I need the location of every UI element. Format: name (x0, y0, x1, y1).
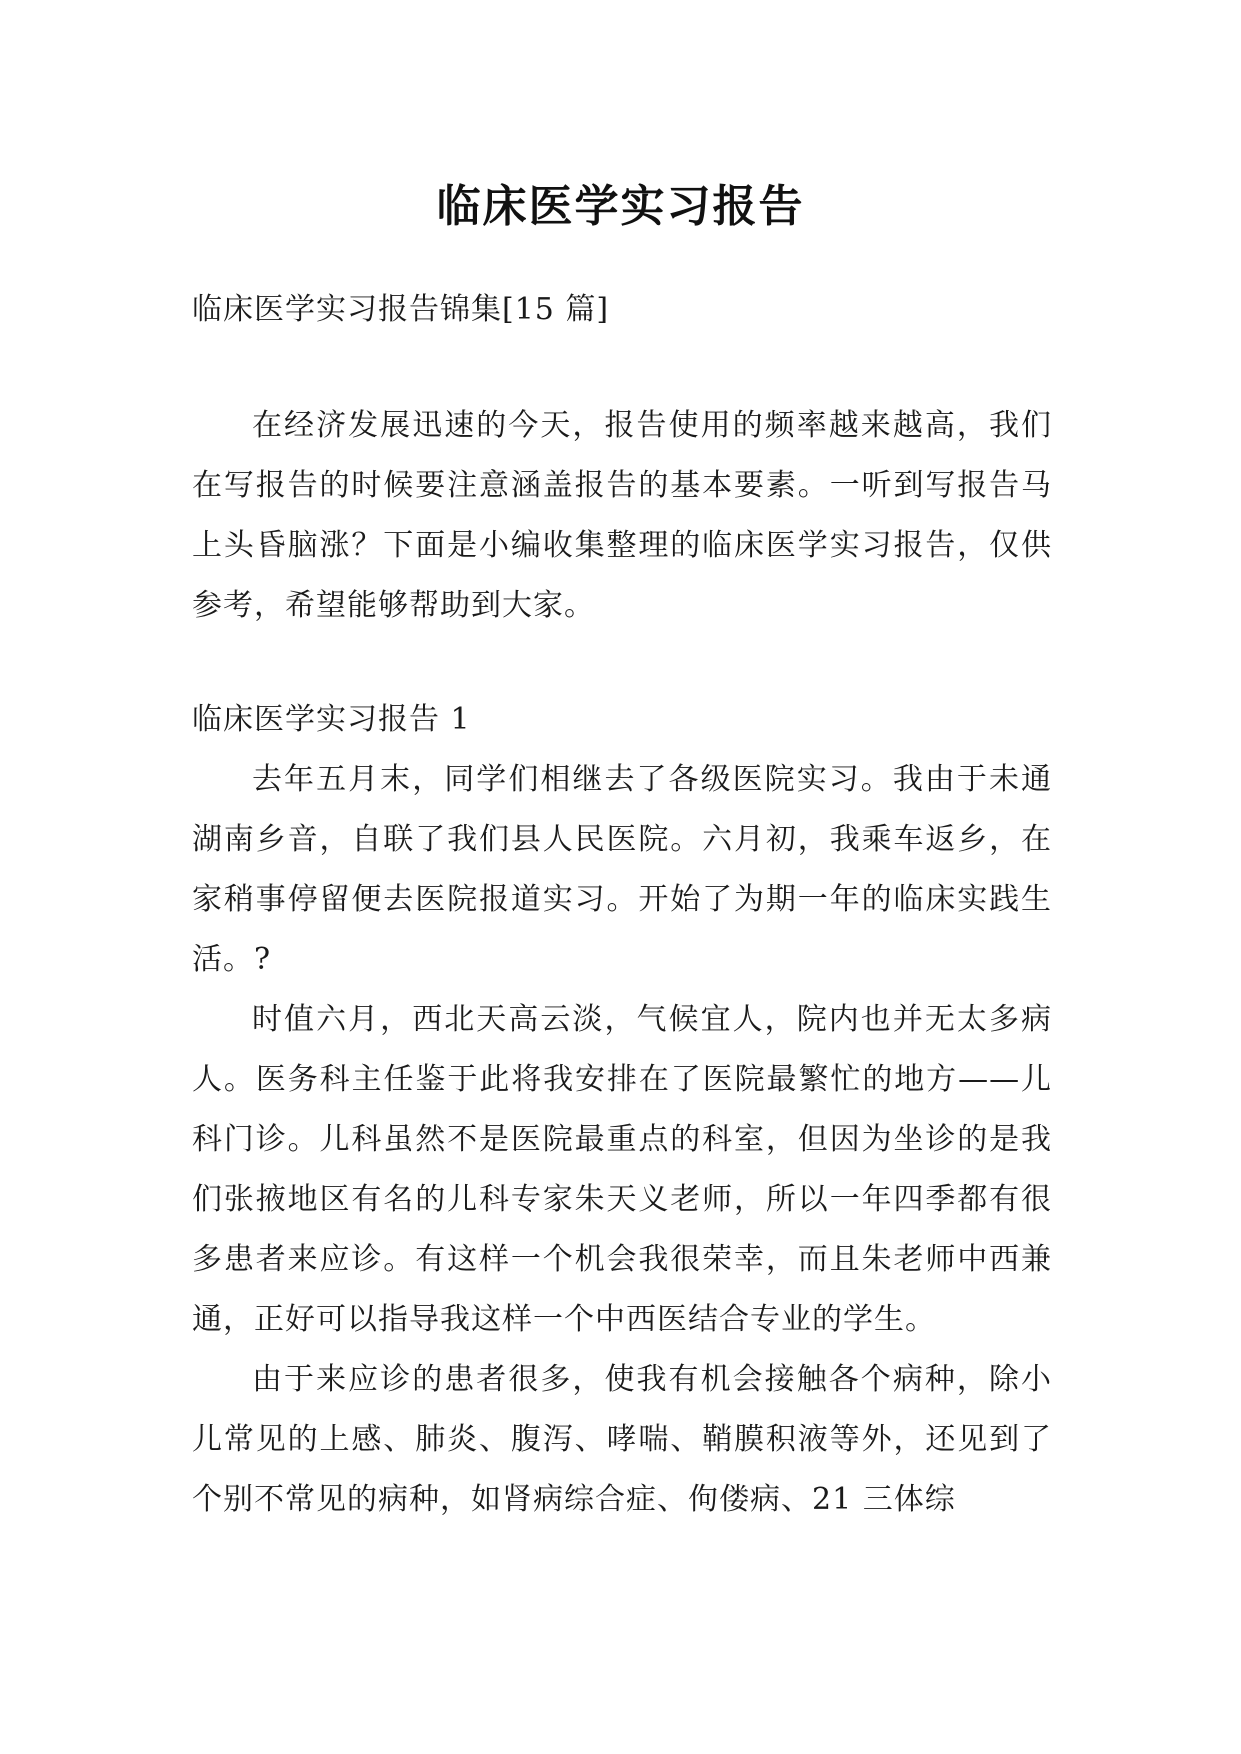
body-paragraph: 由于来应诊的患者很多，使我有机会接触各个病种，除小儿常见的上感、肺炎、腹泻、哮喘、鞘膜积液等外，还见到了个别不常见的病种，如肾病综合症、佝偻病、21 三体综 (192, 1362, 1052, 1517)
document-title: 临床医学实习报告 (436, 181, 805, 233)
document-body (192, 290, 1052, 1530)
body-paragraph: 去年五月末，同学们相继去了各级医院实习。我由于未通湖南乡音，自联了我们县人民医院。六月初，我乘车返乡，在家稍事停留便去医院报道实习。开始了为期一年的临床实践生活。? (192, 762, 1052, 977)
intro-paragraph: 在经济发展迅速的今天，报告使用的频率越来越高，我们在写报告的时候要注意涵盖报告的基本要素。一听到写报告马上头昏脑涨？下面是小编收集整理的临床医学实习报告，仅供参考，希望能够帮助到大家。 (192, 408, 1052, 623)
body-paragraph: 时值六月，西北天高云淡，气候宜人，院内也并无太多病人。医务科主任鉴于此将我安排在了医院最繁忙的地方——儿科门诊。儿科虽然不是医院最重点的科室，但因为坐诊的是我们张掖地区有名的儿科专家朱天义老师，所以一年四季都有很多患者来应诊。有这样一个机会我很荣幸，而且朱老师中西兼通，正好可以指导我这样一个中西医结合专业的学生。 (192, 1002, 1052, 1337)
document-subtitle: 临床医学实习报告锦集[15 篇] (192, 292, 610, 327)
section-heading: 临床医学实习报告 1 (192, 702, 471, 737)
